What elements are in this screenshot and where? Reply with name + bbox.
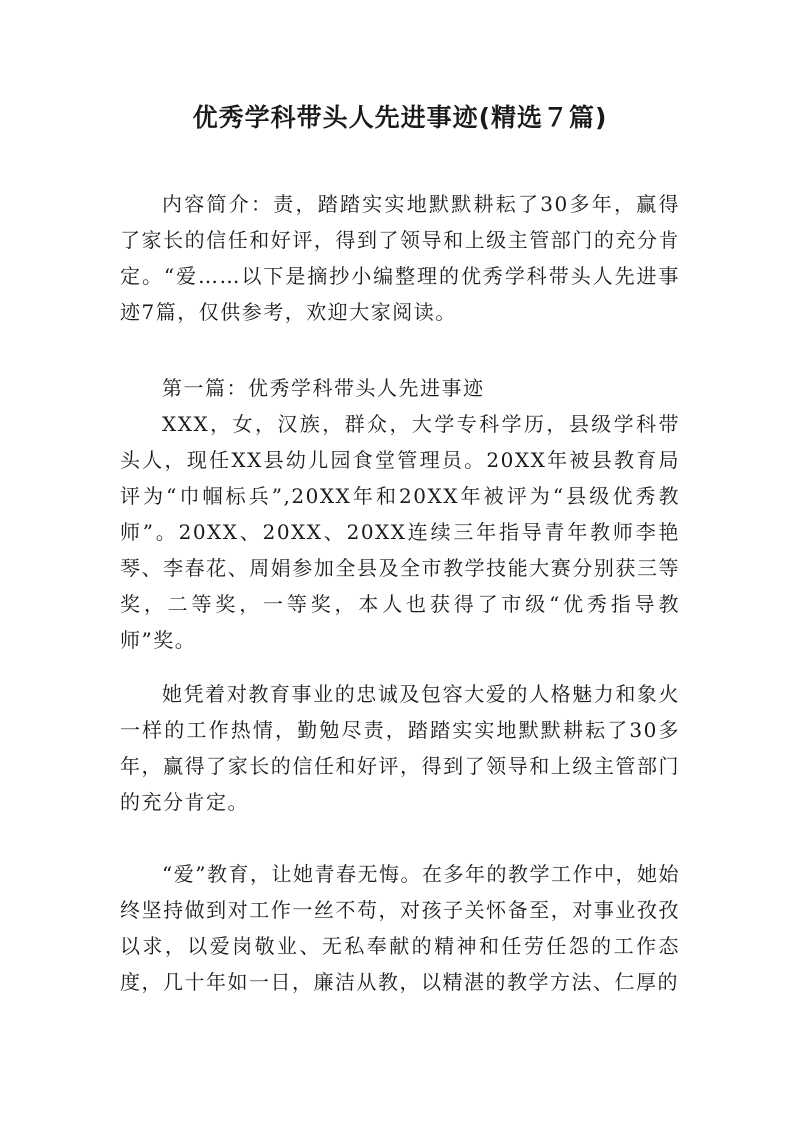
intro-paragraph: 内容简介：责，踏踏实实地默默耕耘了30多年，赢得了家长的信任和好评，得到了领导和上级主管部门的充分肯定。“爱……以下是摘抄小编整理的优秀学科带头人先进事迹7篇，仅供参考，欢迎大家阅读。: [120, 192, 680, 324]
character-paragraph: 她凭着对教育事业的忠诚及包容大爱的人格魅力和象火一样的工作热情，勤勉尽责，踏踏实实地默默耕耘了30多年，赢得了家长的信任和好评，得到了领导和上级主管部门的充分肯定。: [120, 682, 680, 814]
profile-paragraph: XXX，女，汉族，群众，大学专科学历，县级学科带头人，现任XX县幼儿园食堂管理员。20XX年被县教育局评为“巾帼标兵”,20XX年和20XX年被评为“县级优秀教师”。20XX、20XX、20XX连续三年指导青年教师李艳琴、李春花、周娟参加全县及全市教学技能大赛分别获三等奖，二等奖，一等奖，本人也获得了市级“优秀指导教师”奖。: [120, 412, 680, 652]
document-title: 优秀学科带头人先进事迹(精选７篇): [192, 103, 608, 132]
love-education-paragraph: “爱”教育，让她青春无悔。在多年的教学工作中，她始终坚持做到对工作一丝不苟，对孩子关怀备至，对事业孜孜以求，以爱岗敬业、无私奉献的精神和任劳任怨的工作态度，几十年如一日，廉洁从教，以精湛的教学方法、仁厚的: [120, 862, 680, 994]
section-heading: 第一篇：优秀学科带头人先进事迹: [162, 376, 485, 400]
